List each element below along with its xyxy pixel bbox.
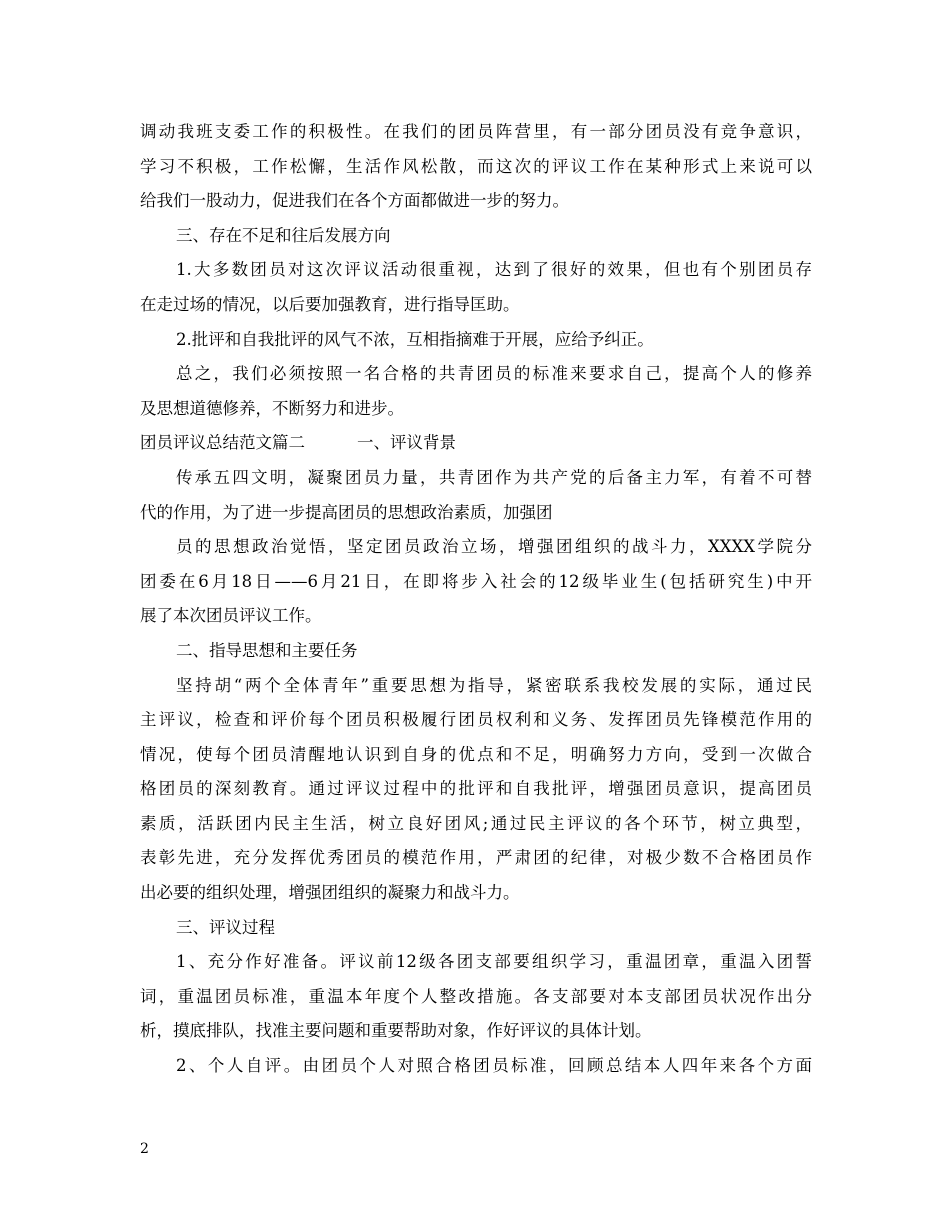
section-heading: 一、评议背景 xyxy=(357,433,456,453)
text-line: 1.大多数团员对这次评议活动很重视，达到了很好的效果，但也有个别团员存 xyxy=(176,260,812,280)
text-line: 素质，活跃团内民主生活，树立良好团风;通过民主评议的各个环节，树立典型， xyxy=(140,813,812,833)
text-line: 表彰先进，充分发挥优秀团员的模范作用，严肃团的纪律，对极少数不合格团员作 xyxy=(140,848,812,868)
section-heading: 二、指导思想和主要任务 xyxy=(176,640,358,660)
text-line: 词，重温团员标准，重温本年度个人整改措施。各支部要对本支部团员状况作出分 xyxy=(140,986,812,1006)
text-line: 主评议，检查和评价每个团员积极履行团员权利和义务、发挥团员先锋模范作用的 xyxy=(140,710,812,730)
text-line: 总之，我们必须按照一名合格的共青团员的标准来要求自己，提高个人的修养 xyxy=(176,364,812,384)
text-line: 格团员的深刻教育。通过评议过程中的批评和自我批评，增强团员意识，提高团员 xyxy=(140,779,812,799)
text-line: 传承五四文明，凝聚团员力量，共青团作为共产党的后备主力军，有着不可替 xyxy=(176,467,812,487)
text-line: 坚持胡“两个全体青年”重要思想为指导，紧密联系我校发展的实际，通过民 xyxy=(176,675,812,695)
article-title: 团员评议总结范文篇二 xyxy=(140,433,305,453)
text-line: 调动我班支委工作的积极性。在我们的团员阵营里，有一部分团员没有竞争意识， xyxy=(140,122,812,141)
text-line: 析，摸底排队，找准主要问题和重要帮助对象，作好评议的具体计划。 xyxy=(140,1021,652,1041)
text-line: 展了本次团员评议工作。 xyxy=(140,606,322,626)
text-line: 2、个人自评。由团员个人对照合格团员标准，回顾总结本人四年来各个方面 xyxy=(176,1056,812,1076)
article-title-line xyxy=(140,426,812,461)
text-line: 2.批评和自我批评的风气不浓，互相指摘难于开展，应给予纠正。 xyxy=(176,329,654,349)
text-line: 员的思想政治觉悟，坚定团员政治立场，增强团组织的战斗力，XXXX学院分 xyxy=(176,537,812,557)
text-line: 出必要的组织处理，增强团组织的凝聚力和战斗力。 xyxy=(140,883,520,903)
page-number: 2 xyxy=(140,1141,149,1157)
text-line: 在走过场的情况，以后要加强教育，进行指导匡助。 xyxy=(140,294,520,314)
text-line: 情况，使每个团员清醒地认识到自身的优点和不足，明确努力方向，受到一次做合 xyxy=(140,744,812,764)
section-heading: 三、评议过程 xyxy=(176,917,275,937)
text-line: 1、充分作好准备。评议前12级各团支部要组织学习，重温团章，重温入团誓 xyxy=(176,952,812,972)
text-line: 给我们一股动力，促进我们在各个方面都做进一步的努力。 xyxy=(140,191,569,211)
text-line: 及思想道德修养，不断努力和进步。 xyxy=(140,398,404,418)
text-line: 团委在6月18日——6月21日，在即将步入社会的12级毕业生(包括研究生)中开 xyxy=(140,571,812,591)
section-heading: 三、存在不足和往后发展方向 xyxy=(176,225,391,245)
text-line: 代的作用，为了进一步提高团员的思想政治素质，加强团 xyxy=(140,502,553,522)
document-body xyxy=(140,115,812,1084)
text-line: 学习不积极，工作松懈，生活作风松散，而这次的评议工作在某种形式上来说可以 xyxy=(140,156,812,176)
